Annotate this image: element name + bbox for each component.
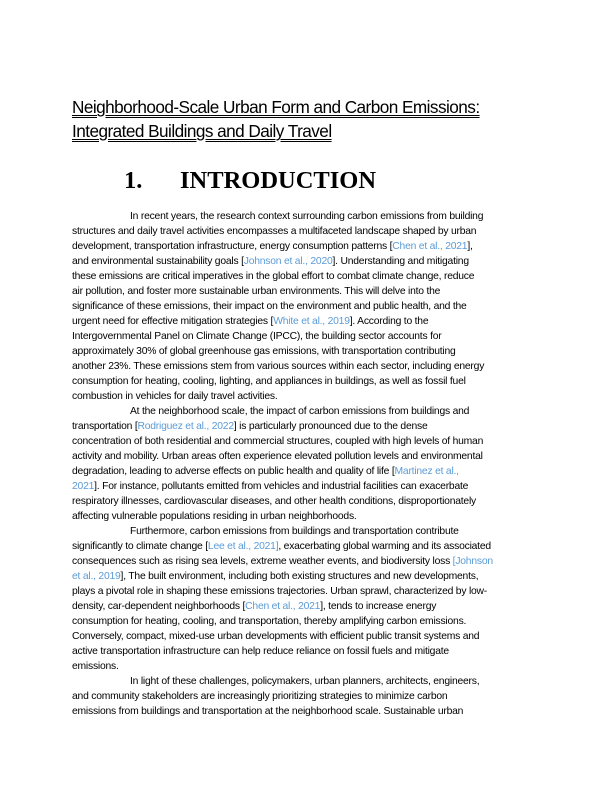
text-run: Intergovernmental Panel on Climate Change (IPCC), the building sector accounts for xyxy=(72,331,442,342)
section-number: 1. xyxy=(124,167,143,194)
text-run: Conversely, compact, mixed-use urban developments with efficient public transit systems and xyxy=(72,631,480,642)
text-run: ]. According to the xyxy=(349,316,429,327)
text-run: and community stakeholders are increasingly prioritizing strategies to minimize carbon xyxy=(72,691,448,702)
text-line xyxy=(72,689,544,704)
text-line xyxy=(72,644,544,659)
citation-link[interactable]: et al., 2019 xyxy=(72,571,121,582)
text-line xyxy=(72,239,544,254)
text-line xyxy=(72,674,544,689)
citation-link[interactable]: Rodriguez et al., 2022 xyxy=(137,421,234,432)
citation-link[interactable]: Chen et al., 2021 xyxy=(392,241,468,252)
text-run: ], The built environment, including both existing structures and new developments, xyxy=(120,571,479,582)
text-line xyxy=(72,659,544,674)
body-text xyxy=(72,209,544,719)
paragraph xyxy=(72,524,544,674)
text-run: combustion in vehicles for daily travel activities. xyxy=(72,391,278,402)
text-run: emissions from buildings and transportation at the neighborhood scale. Sustainable urban xyxy=(72,706,464,717)
section-heading xyxy=(124,166,376,196)
text-run: active transportation infrastructure can help reduce reliance on fossil fuels and mitigate xyxy=(72,646,449,657)
text-run: activity and mobility. Urban areas often experience elevated pollution levels and environmental xyxy=(72,451,483,462)
text-run: ], tends to increase energy xyxy=(320,601,437,612)
paragraph xyxy=(72,674,544,719)
text-run: urgent need for effective mitigation strategies [ xyxy=(72,316,274,327)
text-run: consequences such as rising sea levels, extreme weather events, and biodiversity loss xyxy=(72,556,453,567)
text-line xyxy=(72,314,544,329)
text-line xyxy=(72,539,544,554)
text-line xyxy=(72,704,544,719)
paragraph xyxy=(72,404,544,524)
title-line-2: Integrated Buildings and Daily Travel xyxy=(72,121,332,141)
text-line xyxy=(72,359,544,374)
citation-link[interactable]: Johnson et al., 2020 xyxy=(243,256,333,267)
text-line xyxy=(72,599,544,614)
text-line xyxy=(72,329,544,344)
citation-link[interactable]: White et al., 2019 xyxy=(273,316,350,327)
citation-link[interactable]: Martinez et al., xyxy=(394,466,459,477)
text-run: ]. For instance, pollutants emitted from vehicles and industrial facilities can exacerbate xyxy=(94,481,469,492)
text-run: development, transportation infrastructure, energy consumption patterns [ xyxy=(72,241,393,252)
text-run: Furthermore, carbon emissions from buildings and transportation contribute xyxy=(130,526,459,537)
text-line xyxy=(72,284,544,299)
text-run: structures and daily travel activities encompasses a multifaceted landscape shaped by urban xyxy=(72,226,477,237)
text-run: consumption for heating, cooling, lighting, and appliances in buildings, as well as fossil fuel xyxy=(72,376,466,387)
text-run: ]. Understanding and mitigating xyxy=(332,256,469,267)
text-line xyxy=(72,584,544,599)
paragraph xyxy=(72,209,544,404)
text-line xyxy=(72,509,544,524)
text-run: another 23%. These emissions stem from various sources within each sector, including energy xyxy=(72,361,485,372)
text-run: density, car-dependent neighborhoods [ xyxy=(72,601,246,612)
text-line xyxy=(72,269,544,284)
text-run: air pollution, and foster more sustainable urban environments. This will delve into the xyxy=(72,286,441,297)
text-line xyxy=(72,254,544,269)
text-run: these emissions are critical imperatives in the global effort to combat climate change, reduce xyxy=(72,271,475,282)
text-run: degradation, leading to adverse effects on public health and quality of life [ xyxy=(72,466,395,477)
text-line xyxy=(72,494,544,509)
citation-link[interactable]: Chen et al., 2021 xyxy=(245,601,321,612)
text-line xyxy=(72,524,544,539)
text-line xyxy=(72,554,544,569)
text-line xyxy=(72,449,544,464)
text-line xyxy=(72,209,544,224)
title-line-1: Neighborhood-Scale Urban Form and Carbon Emissions: xyxy=(72,97,480,117)
text-run: emissions. xyxy=(72,661,119,672)
text-run: respiratory illnesses, cardiovascular diseases, and other health conditions, disproportionately xyxy=(72,496,476,507)
text-line xyxy=(72,374,544,389)
text-line xyxy=(72,419,544,434)
text-line xyxy=(72,464,544,479)
text-line xyxy=(72,434,544,449)
text-run: plays a pivotal role in shaping these emissions trajectories. Urban sprawl, characterized by low- xyxy=(72,586,488,597)
text-line xyxy=(72,389,544,404)
text-run: affecting vulnerable populations residing in urban neighborhoods. xyxy=(72,511,357,522)
citation-link[interactable]: [Johnson xyxy=(452,556,493,567)
text-run: approximately 30% of global greenhouse gas emissions, with transportation contributing xyxy=(72,346,456,357)
text-line xyxy=(72,614,544,629)
text-run: In light of these challenges, policymakers, urban planners, architects, engineers, xyxy=(130,676,480,687)
text-run: concentration of both residential and commercial structures, coupled with high levels of human xyxy=(72,436,484,447)
text-line xyxy=(72,344,544,359)
text-line xyxy=(72,569,544,584)
citation-link[interactable]: Lee et al., 2021] xyxy=(207,541,279,552)
text-run: , exacerbating global warming and its associated xyxy=(278,541,491,552)
document-title xyxy=(72,95,552,143)
section-title: INTRODUCTION xyxy=(180,167,377,194)
text-run: consumption for heating, cooling, and transportation, thereby amplifying carbon emissions. xyxy=(72,616,467,627)
text-run: transportation [ xyxy=(72,421,138,432)
text-run: ], xyxy=(467,241,473,252)
citation-link[interactable]: 2021 xyxy=(72,481,95,492)
text-run: and environmental sustainability goals [ xyxy=(72,256,244,267)
text-run: significantly to climate change [ xyxy=(72,541,208,552)
text-line xyxy=(72,404,544,419)
text-line xyxy=(72,479,544,494)
text-run: ] is particularly pronounced due to the dense xyxy=(233,421,428,432)
text-line xyxy=(72,629,544,644)
text-run: In recent years, the research context surrounding carbon emissions from building xyxy=(130,211,484,222)
text-run: significance of these emissions, their impact on the environment and public health, and the xyxy=(72,301,467,312)
text-run: At the neighborhood scale, the impact of carbon emissions from buildings and xyxy=(130,406,470,417)
text-line xyxy=(72,224,544,239)
text-line xyxy=(72,299,544,314)
